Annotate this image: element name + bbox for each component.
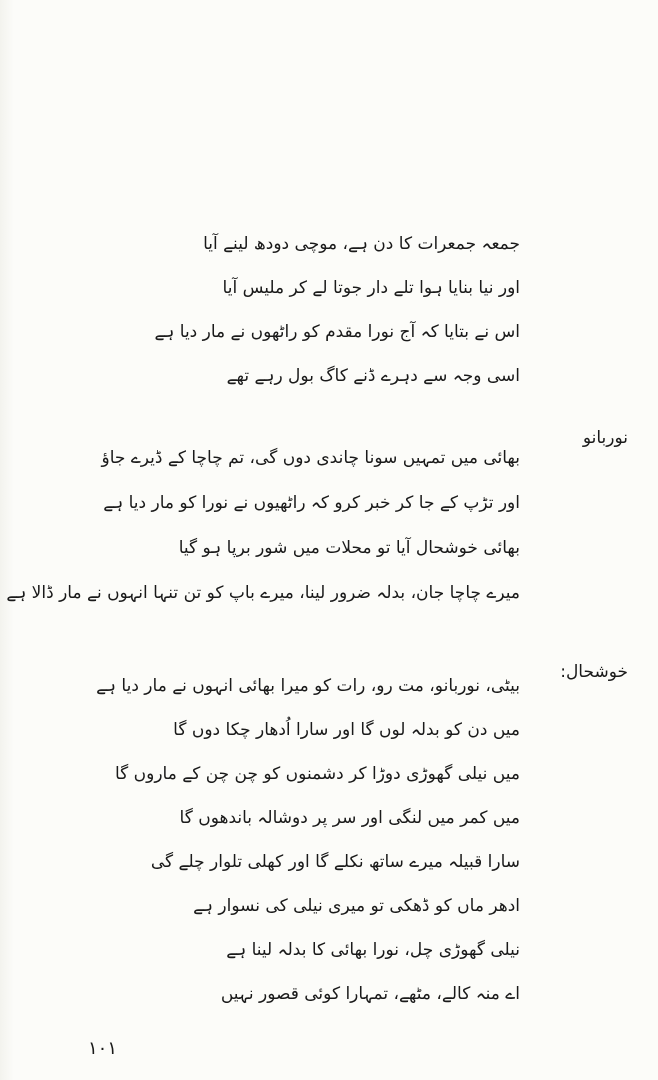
verse-line: اے منہ کالے، مٹھے، تمہارا کوئی قصور نہیں [220,984,520,1004]
verse-line: میں دن کو بدلہ لوں گا اور سارا اُدھار چکا دوں گا [173,720,520,740]
stanza-2 [6,436,520,616]
verse-line: سارا قبیلہ میرے ساتھ نکلے گا اور کھلی تلوار چلے گی [150,852,520,872]
verse-line: بھائی میں تمہیں سونا چاندی دوں گی، تم چاچا کے ڈیرے جاؤ [101,448,520,468]
speaker-name: خوشحال: [560,662,628,682]
verse-line: اور تڑپ کے جا کر خبر کرو کہ راٹھیوں نے نورا کو مار دیا ہے [103,493,520,513]
verse-line: بھائی خوشحال آیا تو محلات میں شور برپا ہو گیا [178,538,520,558]
verse-line: میں کمر میں لنگی اور سر پر دوشالہ باندھوں گا [179,808,520,828]
verse-line: بیٹی، نوربانو، مت رو، رات کو میرا بھائی انہوں نے مار دیا ہے [96,676,520,696]
stanza-3 [96,664,520,1016]
page-number: ١٠١ [88,1038,118,1059]
verse-line: اسی وجہ سے دہرے ڈنے کاگ بول رہے تھے [226,366,520,386]
verse-line: نیلی گھوڑی چل، نورا بھائی کا بدلہ لینا ہے [226,940,520,960]
verse-line: اس نے بتایا کہ آج نورا مقدم کو راٹھوں نے مار دیا ہے [154,322,520,342]
stanza-1 [154,222,520,398]
speaker-name: نوربانو [582,428,628,448]
verse-line: ادھر ماں کو ڈھکی تو میری نیلی کی نسوار ہے [193,896,520,916]
verse-line: میرے چاچا جان، بدلہ ضرور لینا، میرے باپ کو تن تنہا انہوں نے مار ڈالا ہے [6,583,520,603]
verse-line: میں نیلی گھوڑی دوڑا کر دشمنوں کو چن چن کے ماروں گا [114,764,520,784]
verse-line: اور نیا بنایا ہوا تلے دار جوتا لے کر ملیس آیا [222,278,520,298]
verse-line: جمعہ جمعرات کا دن ہے، موچی دودھ لینے آیا [203,234,520,254]
